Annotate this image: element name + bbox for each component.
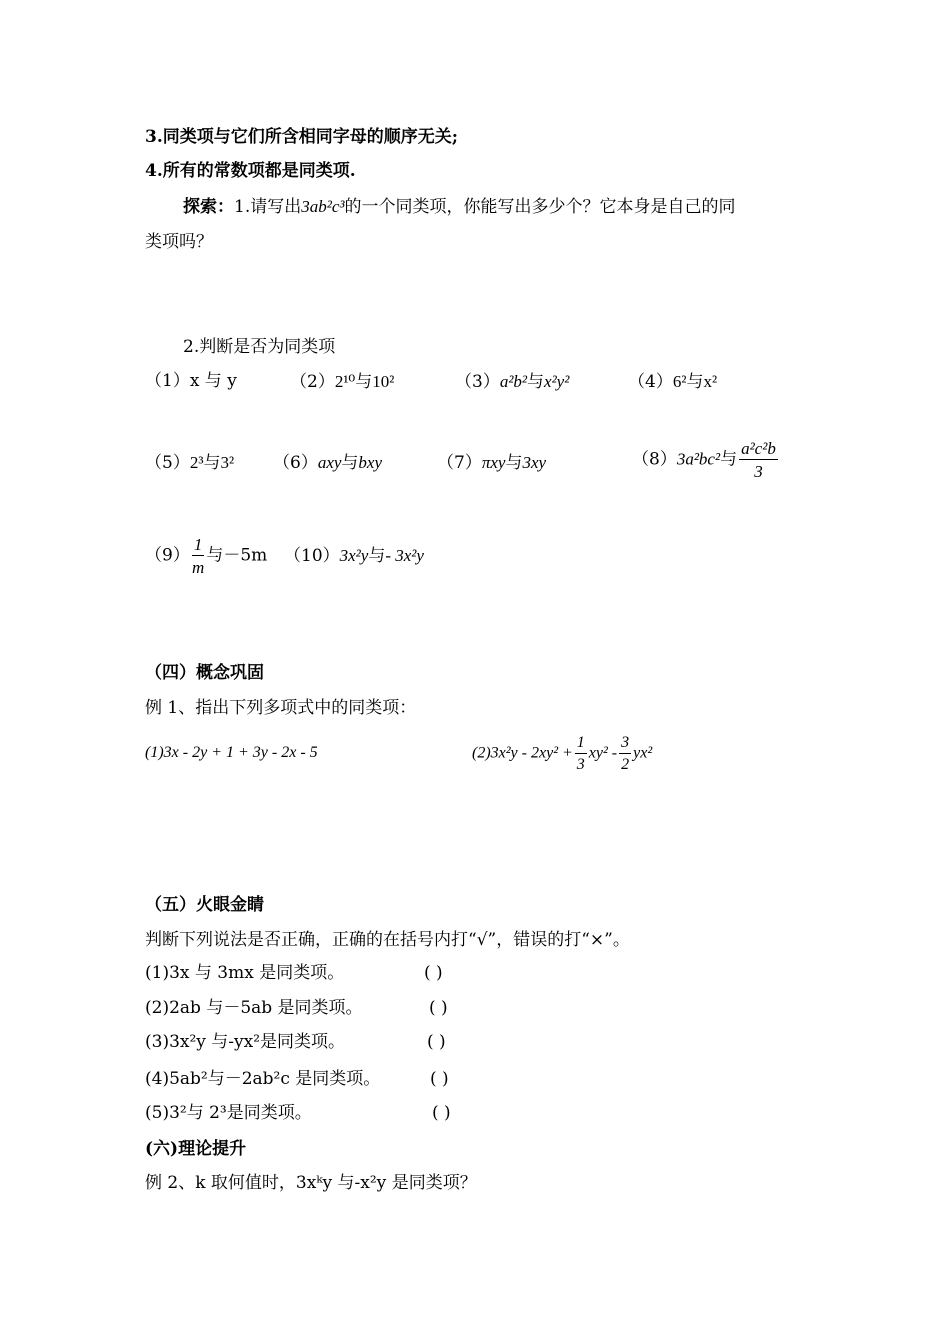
answer-blank-2[interactable]: ( ) (429, 998, 448, 1018)
judge-item-10: （10）3x²y与- 3x²y (284, 546, 424, 566)
explore-question-1: 探索：1.请写出3ab²c³的一个同类项，你能写出多少个？它本身是自己的同 (183, 197, 736, 217)
judge-item-6: （6）axy与bxy (273, 453, 383, 473)
rule-item-4: 4.所有的常数项都是同类项. (145, 161, 356, 181)
expression: 3ab²c³ (301, 197, 345, 216)
answer-blank-1[interactable]: ( ) (424, 963, 443, 983)
explore-question-2: 2.判断是否为同类项 (183, 337, 336, 357)
judge-item-1: （1）x 与 y (145, 371, 237, 391)
polynomial-2: (2)3x²y - 2xy² + $\frac{1}{3}$ xy² - $\frac{3}{2}$ yx² (472, 734, 653, 773)
section-5-title: （五）火眼金睛 (145, 895, 264, 915)
statement-5: (5)3²与 2³是同类项。 (145, 1103, 312, 1123)
section-5-instruction: 判断下列说法是否正确，正确的在括号内打“√”，错误的打“×”。 (145, 930, 630, 950)
judge-item-5: （5）2³与3² (145, 453, 235, 473)
fraction: $\frac{1}{m}$ (191, 535, 205, 577)
section-4-title: （四）概念巩固 (145, 663, 264, 683)
answer-blank-5[interactable]: ( ) (432, 1103, 451, 1123)
explore-label: 探索： (183, 197, 234, 217)
judge-item-4: （4）6²与x² (628, 372, 718, 392)
answer-blank-3[interactable]: ( ) (427, 1032, 446, 1052)
fraction: $\frac{\text{a²c²b}}{3}$ (741, 439, 776, 481)
polynomial-1: (1)3x - 2y + 1 + 3y - 2x - 5 (145, 744, 318, 761)
fraction: $\frac{1}{3}$ (576, 734, 585, 773)
explore-question-1-cont: 类项吗？ (145, 232, 213, 252)
fraction: $\frac{3}{2}$ (621, 734, 630, 773)
judge-item-2: （2）2¹⁰与10² (290, 372, 395, 392)
judge-item-7: （7）πxy与3xy (437, 453, 547, 473)
judge-item-3: （3）a²b²与x²y² (455, 372, 570, 392)
section-6-title: (六)理论提升 (145, 1139, 247, 1159)
judge-item-8: （8）3a²bc²与 $\frac{\text{a²c²b}}{3}$ (632, 439, 776, 481)
answer-blank-4[interactable]: ( ) (430, 1069, 449, 1089)
statement-1: (1)3x 与 3mx 是同类项。 (145, 963, 345, 983)
judge-item-9: （9） $\frac{1}{m}$ 与－5m (145, 535, 268, 577)
rule-item-3: 3.同类项与它们所含相同字母的顺序无关; (145, 127, 459, 147)
example-2: 例 2、k 取何值时，3xᵏy 与-x²y 是同类项？ (145, 1173, 477, 1193)
example-1: 例 1、指出下列多项式中的同类项： (145, 698, 417, 718)
statement-2: (2)2ab 与－5ab 是同类项。 (145, 998, 363, 1018)
statement-4: (4)5ab²与－2ab²c 是同类项。 (145, 1069, 381, 1089)
statement-3: (3)3x²y 与-yx²是同类项。 (145, 1032, 346, 1052)
